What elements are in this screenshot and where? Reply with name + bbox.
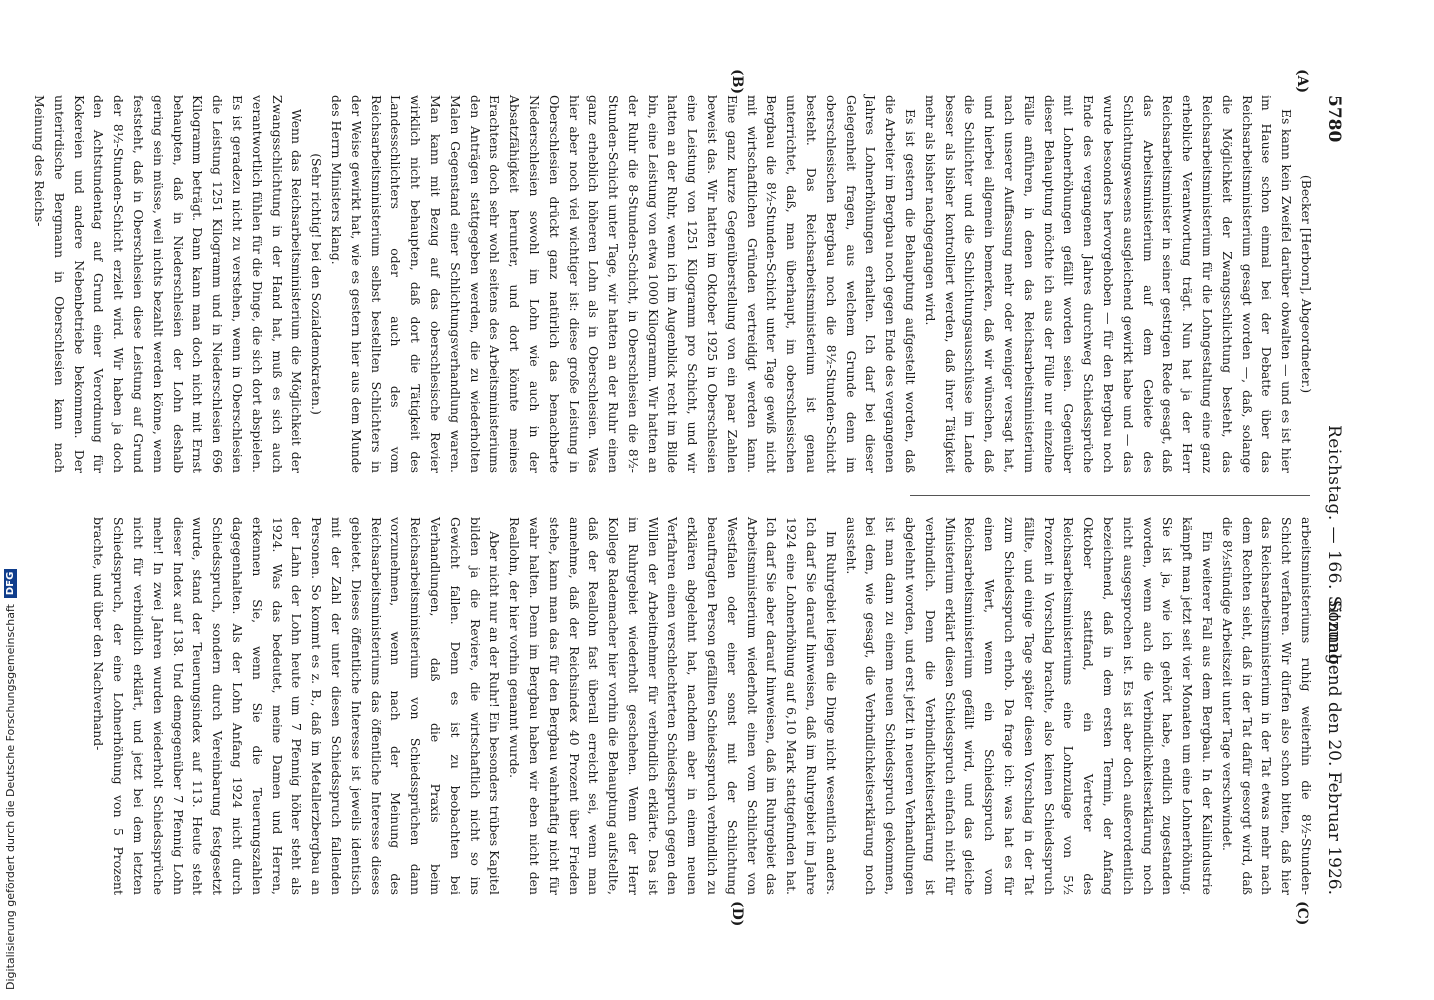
margin-letter-a: (A)	[1294, 69, 1310, 94]
session-date: Sonnabend den 20. Februar 1926.	[1324, 599, 1344, 895]
session-title: Reichstag. — 166. Sitzung.	[1324, 425, 1344, 671]
document-page	[32, 69, 1350, 927]
margin-letter-d: (D)	[729, 901, 745, 927]
digitization-credit	[0, 0, 20, 990]
margin-letter-c: (C)	[1294, 901, 1310, 926]
paragraph: Ein weiterer Fall aus dem Bergbau. In der Kaliindustrie kämpft man jetzt seit vier Monaten um eine Lohnerhöhung. Sie ist ja, wie ich gehört habe, endlich zugestanden worden, wenn auch die Verbindlichkeitserklärung noch nicht ausgesprochen ist. Es ist aber doch außerordentlich bezeichnend, daß in dem ersten Termin, der Anfang Oktober stattfand, ein Vertreter des Reichsarbeitsministeriums eine Lohnzulage von 5½ Prozent in Vorschlag brachte, also keinen Schiedsspruch fällte, und einige Tage später diesen Vorschlag in der Tat zum Schiedsspruch erhob. Da frage ich: was hat es für einen Wert, wenn ein Schiedsspruch vom Reichsarbeitsministerium gefällt wird, und das gleiche Ministerium erklärt diesen Schiedsspruch einfach nicht für verbindlich. Denn die Verbindlichkeitserklärung ist abgelehnt worden, und erst jetzt in neueren Verhandlungen ist man dann zu einem neuen Schiedsspruch gekommen, bei dem, wie gesagt, die Verbindlichkeitserklärung noch aussteht.	[843, 517, 1216, 895]
right-column	[91, 517, 1316, 895]
credit-text: Digitalisierung gefördert durch die Deutsche Forschungsgemeinschaft	[3, 604, 17, 990]
margin-letter-b: (B)	[729, 69, 745, 95]
speaker-line: (Becker [Herborn], Abgeordneter.)	[1299, 174, 1314, 394]
paragraph: Wenn das Reichsarbeitsministerium die Möglichkeit der Zwangsschlichtung in der Hand hat, muß es sich auch verantwortlich fühlen für die Dinge, die sich dort abspielen. Es ist geradezu nicht zu verstehen, wenn in Oberschlesien die Leistung 1251 Kilogramm und in Niederschlesien 696 Kilogramm beträgt. Dann kann man doch nicht mit Ernst behaupten, daß in Niederschlesien der Lohn deshalb gering sein müsse, weil nichts bezahlt werden könne, wenn feststeht, daß in Oberschlesien diese Leistung auf Grund der 8½-Stunden-Schicht erzielt wird. Wir haben ja doch den Achtstundentag auf Grund einer Verordnung für Kokereien und andere Nebenbetriebe bekommen. Der unterirdische Bergmann in Oberschlesien kann nach Meinung des Reichs-	[32, 95, 305, 473]
dfg-logo: DFG	[4, 569, 17, 598]
page-number: 5780	[1324, 95, 1344, 143]
left-column	[32, 95, 1316, 473]
paragraph: Es kann kein Zweifel darüber obwalten — und es ist hier im Hause schon einmal bei der Debatte über das Reichsarbeitsministerium gesagt worden —, daß, solange die Möglichkeit der Zwangsschlichtung besteht, das Reichsarbeitsministerium für die Lohngestaltung eine ganz erhebliche Verantwortung trägt. Nun hat ja der Herr Reichsarbeitsminister in seiner gestrigen Rede gesagt, daß das Arbeitsministerium auf dem Gebiete des Schlichtungswesens ausgleichend gewirkt habe und — das wurde besonders hervorgehoben — für den Bergbau noch Ende des vergangenen Jahres durchweg Schiedssprüche mit Lohnerhöhungen gefällt worden seien. Gegenüber dieser Behauptung möchte ich aus der Fülle nur einzelne Fälle anführen, in denen das Reichsarbeitsministerium nach unserer Auffassung mehr oder weniger versagt hat, und hierbei allgemein bemerken, daß wir wünschen, daß die Schlichter und die Schlichtungsausschüsse im Lande besser als bisher kontrolliert werden, daß ihrer Tätigkeit mehr als bisher nachgegangen wird.	[922, 95, 1295, 473]
paragraph: arbeitsministeriums ruhig weiterhin die 8½-Stunden-Schicht verfahren. Wir dürfen also schon bitten, daß hier das Reichsarbeitsministerium in der Tat etwas mehr nach dem Rechten sieht, daß in der Tat dafür gesorgt wird, daß die 8½stündige Arbeitszeit unter Tage verschwindet.	[1219, 517, 1314, 895]
paragraph: Im Ruhrgebiet liegen die Dinge nicht wesentlich anders. Ich darf Sie darauf hinweisen, daß im Ruhrgebiet im Jahre 1924 eine Lohnerhöhung auf 6,10 Mark stattgefunden hat. Ich darf Sie aber darauf hinweisen, daß im Ruhrgebiet das Arbeitsministerium wiederholt einen vom Schlichter von Westfalen oder einer sonst mit der Schlichtung beauftragten Person gefällten Schiedsspruch verbindlich zu erklären abgelehnt hat, nachdem aber in einem neuen Verfahren einen verschlechterten Schiedsspruch gegen den Willen der Arbeitnehmer für verbindlich erklärte. Das ist im Ruhrgebiet wiederholt geschehen. Wenn der Herr Kollege Rademacher hier vorhin die Behauptung aufstellte, daß der Reallohn fast überall erreicht sei, wenn man annehme, daß der Reichsindex 40 Prozent über Frieden stehe, kann man das für den Bergbau wahrhaftig nicht für wahr halten. Denn im Bergbau haben wir eben nicht den Reallohn, der hier vorhin genannt wurde.	[507, 517, 839, 895]
interjection: (Sehr richtig! bei den Sozialdemokraten.)	[309, 153, 325, 415]
paragraph: Es ist gestern die Behauptung aufgestellt worden, daß die Arbeiter im Bergbau noch gegen Ende des vergangenen Jahres Lohnerhöhungen erhalten. Ich darf bei dieser Gelegenheit fragen, aus welchem Grunde denn im oberschlesischen Bergbau noch die 8½-Stunden-Schicht besteht. Das Reichsarbeitsministerium ist genau unterrichtet, daß, man überhaupt, im oberschlesischen Bergbau die 8½-Stunden-Schicht unter Tage gewiß nicht mit wirtschaftlichen Gründen vertreidigt werden kann. Eine ganz kurze Gegenüberstellung von ein paar Zahlen beweist das. Wir hatten im Oktober 1925 in Oberschlesien eine Leistung von 1251 Kilogramm pro Schicht, und wir hatten an der Ruhr, wenn ich im Augenblick recht im Bilde bin, eine Leistung von etwa 1000 Kilogramm. Wir hatten an der Ruhr die 8-Stunden-Schicht, in Oberschlesien die 8½-Stunden-Schicht unter Tage, wir hatten an der Ruhr einen ganz erheblich höheren Lohn als in Oberschlesien. Was hier aber noch viel wichtiger ist: diese große Leistung in Oberschlesien drückt ganz natürlich das benachbarte Niederschlesien sowohl im Lohn wie auch in der Absatzfähigkeit herunter, und dort könnte meines Erachtens doch sehr wohl seitens des Arbeitsministeriums den Anträgen stattgegeben werden, die zu wiederholten Malen Gegenstand einer Schlichtungsverhandlung waren. Man kann mit Bezug auf das oberschlesische Revier wirklich nicht behaupten, daß dort die Tätigkeit des Landesschlichters oder auch des vom Reichsarbeitsministerium selbst bestellten Schlichters in der Weise gewirkt hat, wie es gestern hier aus dem Munde des Herrn Ministers klang.	[328, 95, 919, 473]
page-header	[1316, 95, 1350, 895]
column-divider	[910, 495, 1310, 496]
paragraph: Aber nicht nur an der Ruhr! Ein besonders trübes Kapitel bilden ja die Reviere, die wirtschaftlich nicht so ins Gewicht fallen. Denn es ist zu beobachten bei Verhandlungen, daß die Praxis beim Reichsarbeitsministerium von Schiedssprüchen dann vorzunehmen, wenn nach der Meinung des Reichsarbeitsministeriums das öffentliche Interesse dieses gebietet. Dieses öffentliche Interesse ist jeweils identisch mit der Zahl der unter diesen Schiedsspruch fallenden Personen. So kommt es z. B., daß im Metallerzbergbau an der Lahn der Lohn heute um 7 Pfennig höher steht als 1924. Was das bedeutet, meine Damen und Herren, erkennen Sie, wenn Sie die Teuerungszahlen dagegenhalten. Als der Lohn Anfang 1924 nicht durch Schiedsspruch, sondern durch Vereinbarung festgesetzt wurde, stand der Teuerungsindex auf 113. Heute steht dieser Index auf 138. Und demgegenüber 7 Pfennig Lohn mehr! In zwei Jahren wurden wiederholt Schiedssprüche nicht für verbindlich erklärt, und jetzt bei dem letzten Schiedsspruch, der eine Lohnerhöhung von 5 Prozent brachte, und über den Nachverhand-	[91, 517, 503, 895]
